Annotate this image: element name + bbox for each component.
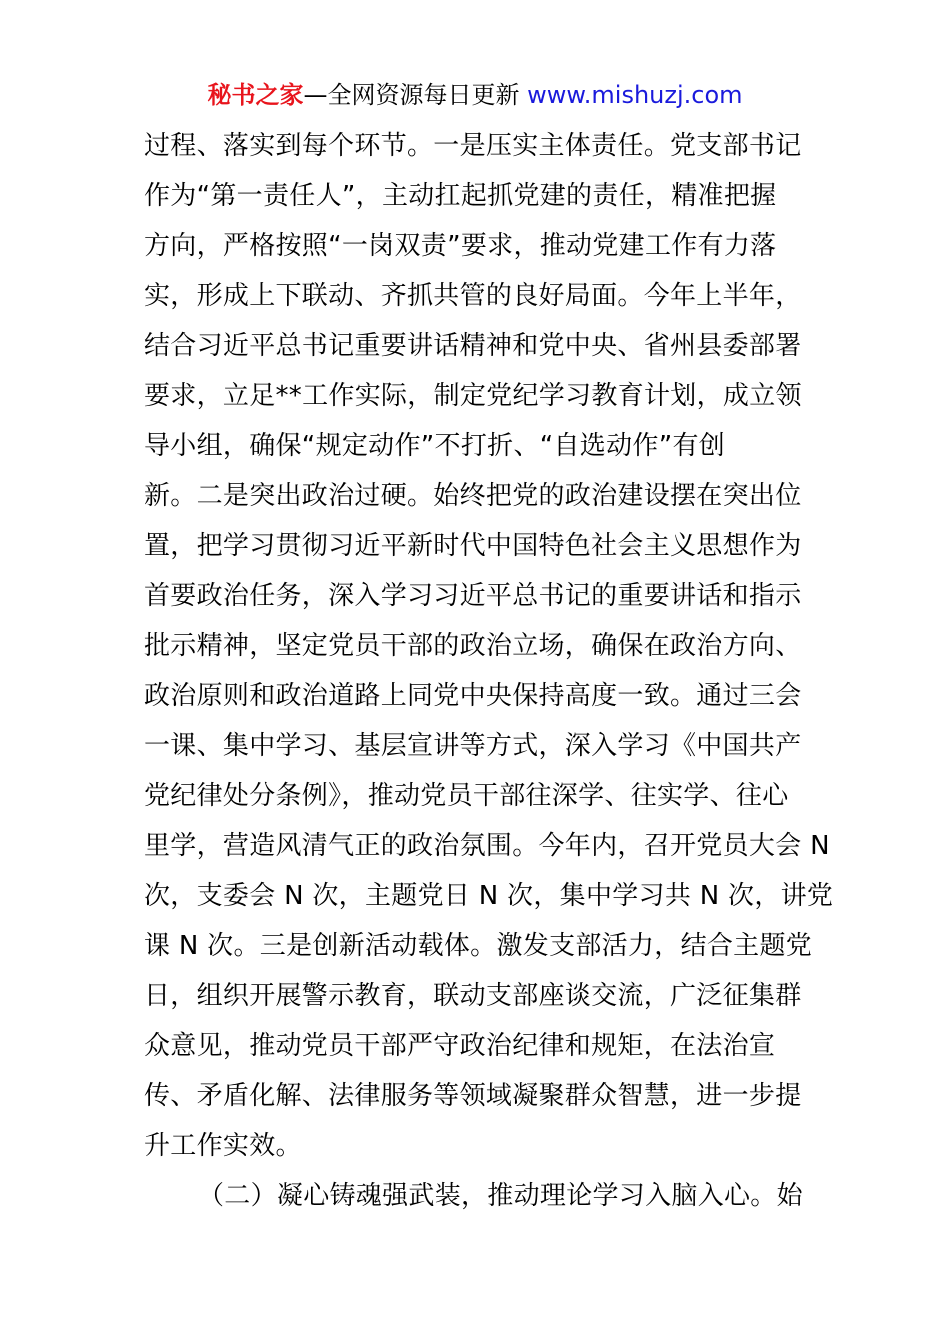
text-line: 要求，立足**工作实际，制定党纪学习教育计划，成立领 — [144, 381, 802, 411]
text-line: 众意见，推动党员干部严守政治纪律和规矩，在法治宣 — [144, 1031, 776, 1061]
text-line: 结合习近平总书记重要讲话精神和党中央、省州县委部署 — [144, 331, 802, 361]
text-line: 作为“第一责任人”，主动扛起抓党建的责任，精准把握 — [144, 181, 777, 211]
text-line: 升工作实效。 — [144, 1131, 302, 1161]
text-line: 传、矛盾化解、法律服务等领域凝聚群众智慧，进一步提 — [144, 1081, 802, 1111]
text-line: 课 N 次。三是创新活动载体。激发支部活力，结合主题党 — [144, 931, 813, 961]
brand-name: 秘书之家 — [207, 81, 304, 109]
text-line: 日，组织开展警示教育，联动支部座谈交流，广泛征集群 — [144, 981, 802, 1011]
text-line: 方向，严格按照“一岗双责”要求，推动党建工作有力落 — [144, 231, 777, 261]
site-header — [0, 78, 950, 112]
text-line: 一课、集中学习、基层宣讲等方式，深入学习《中国共产 — [144, 731, 802, 761]
text-line: 置，把学习贯彻习近平新时代中国特色社会主义思想作为 — [144, 531, 802, 561]
text-line: 实，形成上下联动、齐抓共管的良好局面。今年上半年， — [144, 281, 802, 311]
text-line: 党纪律处分条例》，推动党员干部往深学、往实学、往心 — [144, 781, 789, 811]
text-line: 批示精神，坚定党员干部的政治立场，确保在政治方向、 — [144, 631, 802, 661]
text-line: 里学，营造风清气正的政治氛围。今年内，召开党员大会 N — [144, 831, 830, 861]
text-line: 政治原则和政治道路上同党中央保持高度一致。通过三会 — [144, 681, 802, 711]
document-body — [144, 121, 834, 1221]
section-heading-line: （二）凝心铸魂强武装，推动理论学习入脑入心。始 — [198, 1181, 803, 1211]
text-line: 次，支委会 N 次，主题党日 N 次，集中学习共 N 次，讲党 — [144, 881, 834, 911]
header-tagline: —全网资源每日更新 — [303, 81, 520, 109]
text-line: 导小组，确保“规定动作”不打折、“自选动作”有创 — [144, 431, 726, 461]
text-line: 过程、落实到每个环节。一是压实主体责任。党支部书记 — [144, 131, 802, 161]
text-line: 首要政治任务，深入学习习近平总书记的重要讲话和指示 — [144, 581, 802, 611]
text-line: 新。二是突出政治过硬。始终把党的政治建设摆在突出位 — [144, 481, 802, 511]
site-url-link[interactable]: www.mishuzj.com — [527, 81, 743, 109]
